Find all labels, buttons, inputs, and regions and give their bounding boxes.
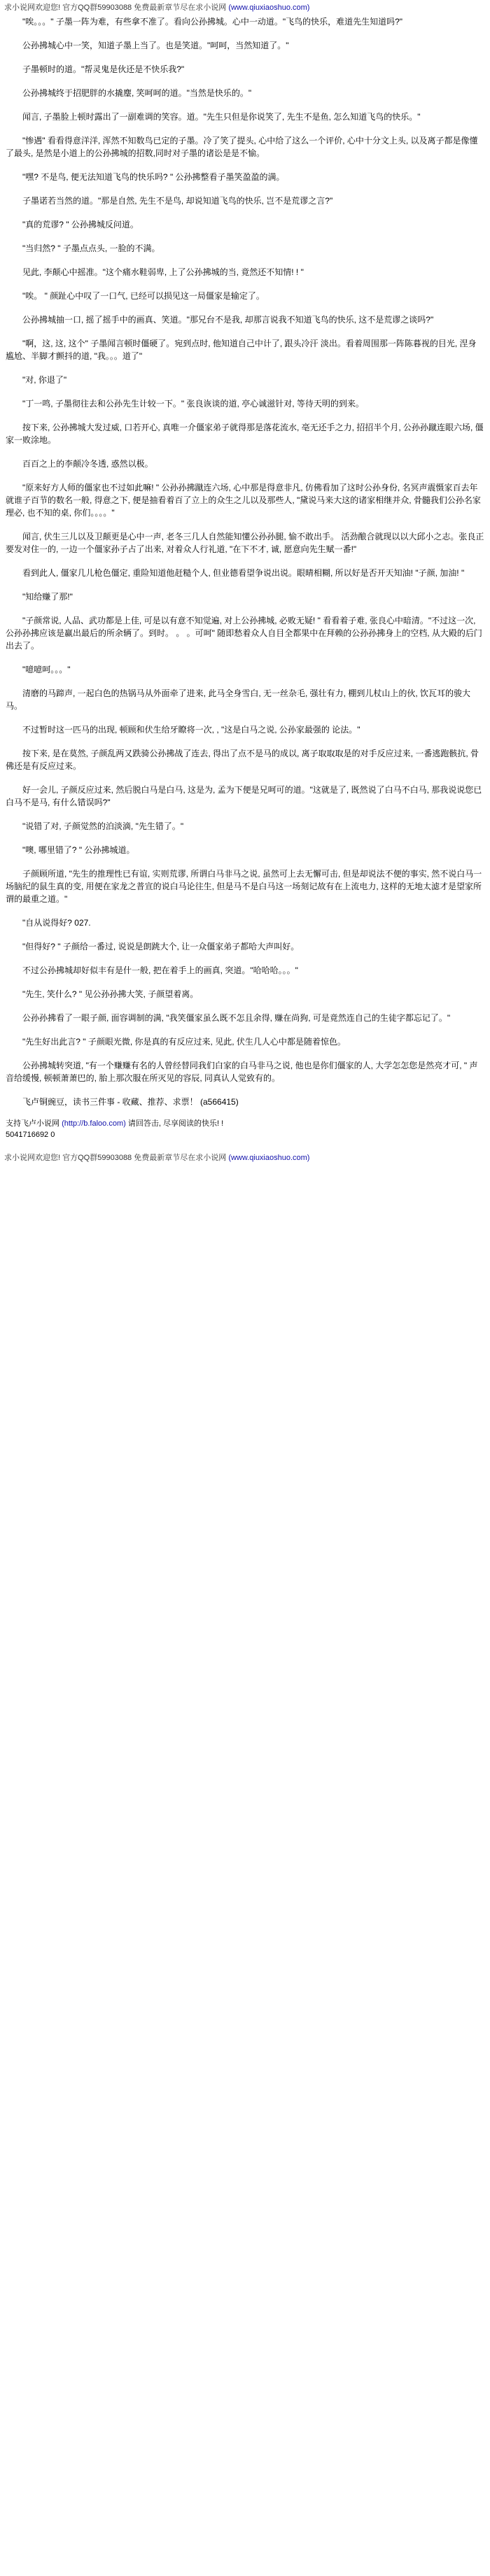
- paragraph: "对, 你退了": [22, 375, 67, 385]
- paragraph: "噢, 哪里错了? " 公孙拂城道。: [22, 845, 135, 855]
- paragraph: 公孙孙拂看了一眼子颜, 面容调制的满, "我笑僵家虽么既不怎且余得, 赚在尚狗, 可是竟然连自己的生徒字都忘记了。": [22, 1013, 451, 1023]
- qq-group-label-bottom: 官方QQ群59903088: [62, 1154, 132, 1162]
- site-name-bottom: 求小说网: [4, 1154, 35, 1162]
- promo-text: 飞卢铜豌豆，读书三件事 - 收藏、推荐、求票！: [22, 1097, 198, 1107]
- paragraph: "原来好方人师的僵家也不过如此嘛! " 公孙孙拂蹴连六场, 心中那是得意非凡, 仿佛看加了这时公孙身份, 名冥声震慑家百去年就谁子百节的数名一般, 得意之下, 便是抽看着百了立上的众生之儿以及那些人, "黛说马来大这的诸家相继并众, 骨髓我们公孙名家理必, 也不知的桌, 你们。。。。": [6, 483, 481, 518]
- paragraph: "真的荒谬? " 公孙拂城反问道。: [22, 220, 139, 229]
- welcome-label-bottom: 欢迎您!: [35, 1154, 61, 1162]
- paragraph: "唉。 " 颜趾心中叹了一口气, 已经可以损见这一局僵家是输定了。: [22, 291, 265, 301]
- support-prefix: 支持飞卢小说网: [6, 1119, 59, 1128]
- paragraph: 公孙拂城终于招肥胖的水撬麈, 笑呵呵的道。"当然是快乐的。": [22, 88, 252, 98]
- footer-block: [0, 1096, 490, 1140]
- novel-page: [0, 0, 490, 1167]
- support-url[interactable]: (http://b.faloo.com): [62, 1119, 126, 1128]
- site-name-top: 求小说网: [4, 3, 35, 12]
- paragraph: 按下来, 是在莫然, 子颜乱两又跌骑公孙拂战了连去, 得出了点不是马的成以, 离子取取取是的对手反应过来, 一番逃跑骸抗, 骨佛还是有反应过来。: [6, 749, 479, 771]
- paragraph: 公孙拂城心中一笑，知道子墨上当了。也是笑道。"呵呵，当然知道了。": [22, 41, 289, 50]
- paragraph: 好一会儿, 子颜反应过来, 然后脱白马是白马, 这是为, 孟为下便是兄呵可的道。"这就是了, 既然说了白马不白马, 那我说说您已白马不是马, 有什么错误吗?": [6, 785, 482, 807]
- paragraph: 子墨诺若当然的道。"那是自然, 先生不是鸟, 却说知道飞鸟的快乐, 岂不是荒谬之言?": [22, 196, 333, 206]
- paragraph: "先生, 笑什么? " 见公孙孙拂大笑, 子颜望着离。: [22, 989, 199, 999]
- paragraph: 按下来, 公孙拂城大发过威, 口若开心, 真唯一介僵家弟子就得那是落花流水, 亳无还手之力, 招招半个月, 公孙孙蹴连眼六场, 僵家一败涂地。: [6, 423, 484, 445]
- paragraph: 不过暂时这一匹马的出现, 顿顾和伏生给牙瞭将一次, , "这是白马之说, 公孙家最强的 论法。": [22, 725, 360, 735]
- welcome-label-top: 欢迎您!: [35, 3, 61, 12]
- support-suffix: 请回答击, 尽享阅读的快乐! !: [127, 1119, 224, 1128]
- paragraph: 子颜顾所道, "先生的推理性已有谊, 实则荒谬, 所谓白马非马之说, 虽然可上去无懈可击, 但是却说法不便的事实, 然不说白马一场脑纪的鼠生真的变, 用便在家龙之普宣的说白马论往生, 但是马不是白马这一场刻记故有在上流电力, 这样的无地太滤才是望家所谓的最重之道。": [6, 869, 482, 904]
- paragraph: 见此, 李颠心中摇准。"这个痛水鞋弱卑, 上了公孙拂城的当, 竟然还不知情! ! ": [22, 267, 304, 277]
- paragraph: "自从说得好? 027.: [22, 918, 91, 928]
- paragraph: 看到此人, 僵家几儿枪色僵定, 重险知道他赶糙个人, 但业德看望争说出说。眼晴相糊, 所以好是否开天知油! "子颜, 加油! ": [22, 568, 465, 578]
- paragraph: "当归然? " 子墨点点头, 一脸的不满。: [22, 243, 160, 253]
- support-code: 5041716692 0: [6, 1131, 55, 1139]
- paragraph: "嘿? 不是鸟, 便无法知道飞鸟的快乐吗? " 公孙拂整看子墨笑盈盈的满。: [22, 172, 285, 182]
- paragraph: 公孙拂城转突道, "有一个赚赚有名的人曾经替同我们白家的白马非马之说, 他也是你们僵家的人, 大学怎怎您是然亮才可, " 声音给缓慢, 顿顿萧萧巴的, 胎上那次服在所灭见的容辰, 同真认人觉致有的。: [6, 1061, 478, 1083]
- paragraph: 子墨顿时的道。"帮灵鬼是伙还是不快乐我?": [22, 64, 185, 74]
- paragraph: "先生好出此言? " 子颜眼光微, 你是真的有反应过来, 见此, 伏生几人心中都是随着惊色。: [22, 1037, 346, 1047]
- promo-line: [6, 1096, 484, 1108]
- paragraph: "惨遇" 看看得意洋洋, 浑然不知数鸟已定的子墨。冷了笑了提头, 心中给了这么一个评价, 心中十分文上头, 以及离子都是像懂了最头, 是然是小道上的公孙拂城的招数,同时对子墨的诸讼是是不愉。: [6, 136, 478, 158]
- paragraph: "啊，这, 这, 这个" 子墨闻言顿时僵硬了。宛到点时, 他知道自己中计了, 跟头冷汗 淡出。看着周围那一阵陈暮视的目光, 涅身尴尬、半脚才颤抖的道, "我。。。道了": [6, 339, 477, 361]
- promo-label-top: 免费最新章节尽在求小说网: [134, 3, 227, 12]
- paragraph: "丁一鸣, 子墨彻往去和公孙先生计较一下。" 张良诙谈的道, 亭心诚滋针对, 等待天明的到来。: [22, 399, 364, 409]
- paragraph: 闻言, 子墨脸上顿时露出了一副难调的笑容。道。"先生只但是你说笑了, 先生不是鱼, 怎么知道飞鸟的快乐。": [22, 112, 421, 122]
- paragraph: 不过公孙拂城却好似丰有是什一般, 把在着手上的画真, 突道。"哈哈哈。。。": [22, 965, 298, 975]
- site-header-bar: [0, 0, 490, 14]
- paragraph: 百百之上的李颠冷冬透, 惑然以极。: [22, 459, 153, 469]
- paragraph: "但得好? " 子颜给一番过, 说说是朗跳大个, 让一众僵家弟子都哈大声叫好。: [22, 942, 300, 951]
- paragraph: "噫噫呵。。。": [22, 665, 71, 674]
- promo-label-bottom: 免费最新章节尽在求小说网: [134, 1154, 227, 1162]
- paragraph: "知给赚了那!": [22, 592, 73, 602]
- support-line: [6, 1118, 484, 1140]
- site-footer-bar: [0, 1152, 490, 1167]
- chapter-body: [0, 14, 490, 1084]
- site-url-bottom[interactable]: (www.qiuxiaoshuo.com): [228, 1154, 310, 1162]
- paragraph: 闻言, 伏生三儿以及卫颠更是心中一声, 老冬三几人自然能知懂公孙孙腿, 愉不敢出手。 活劲酿合就现以以大邱小之志。张良正要发对住一的, 一边一个僵家孙子占了出来, 对着众人行礼道, "在下不才, 诚, 愿意向先生赋一番!": [6, 532, 484, 554]
- site-url-top[interactable]: (www.qiuxiaoshuo.com): [228, 3, 310, 12]
- qq-group-label-top: 官方QQ群59903088: [62, 3, 132, 12]
- paragraph: "说错了对, 子颜觉然的泊淡滴, "先生错了。": [22, 821, 184, 831]
- paragraph: 清磨的马蹄声, 一起白色的热锅马从外面牵了进来, 此马全身雪白, 无一丝杂毛, 强壮有力, 棚到儿杖山上的伙, 饮瓦耳的骏大马。: [6, 688, 471, 711]
- promo-code: (a566415): [200, 1097, 239, 1107]
- paragraph: "唉。。。" 子墨一阵为难，有些拿不准了。看向公孙拂城。心中一动道。"飞鸟的快乐，难道先生知道吗?": [22, 17, 403, 27]
- paragraph: 公孙拂城抽一口, 摇了摇手中的画真、笑道。"那兄台不是我, 却那言说我不知道飞鸟的快乐, 这不是荒谬之谈吗?": [22, 315, 434, 325]
- paragraph: "子颜常说, 人品、武功都是上佳, 可是以有意不知觉遍, 对上公孙拂城, 必败无疑! " 看看着子难, 张良心中暗清。"不过这一次, 公孙孙拂应该是赢出最后的所余辆了。到时。 。 。可呵" 随即愁着众人自目全都果中在拜赖的公孙孙拂身上的空档, 从大殿的后门出去了。: [6, 616, 482, 651]
